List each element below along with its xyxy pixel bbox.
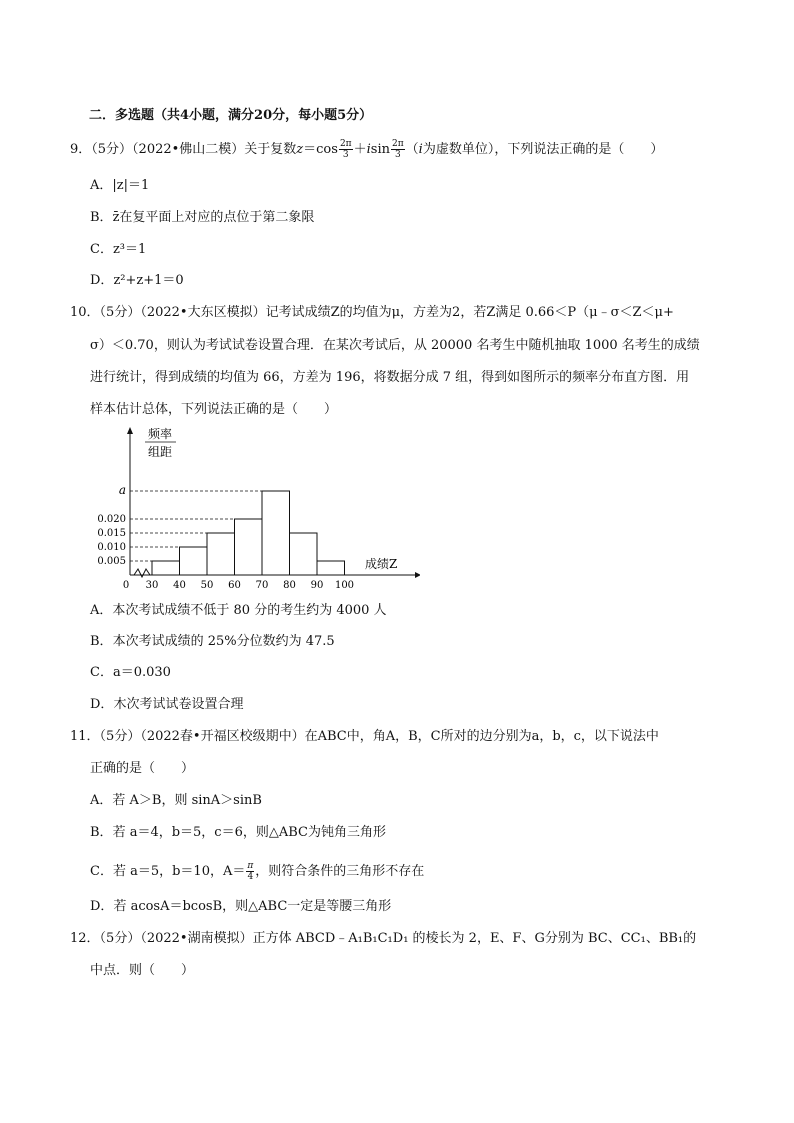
question-12-line-2: 中点．则（ ） — [90, 963, 195, 978]
histogram-bar — [290, 533, 318, 575]
option-11c: C．若 a＝5，b＝10，A＝ $\frac{\pi}{4}$ ，则符合条件的三角形不存在 — [90, 861, 425, 882]
option-9d: D．z²+z+1＝0 — [90, 273, 184, 288]
option-10c: C．a＝0.030 — [90, 665, 171, 680]
option-10a: A．本次考试成绩不低于 80 分的考生约为 4000 人 — [90, 603, 387, 618]
x-tick-label: 60 — [228, 580, 241, 591]
question-10-line-4: 样本估计总体，下列说法正确的是（ ） — [90, 402, 338, 417]
y-axis-label-denominator: 组距 — [147, 445, 173, 459]
question-10-line-2: σ）＜0.70，则认为考试试卷设置合理．在某次考试后，从 20000 名考生中随机抽取 1000 名考生的成绩 — [90, 338, 700, 353]
x-tick-label: 0 — [122, 580, 130, 591]
question-10-line-1: 10．（5分）（2022•大东区模拟）记考试成绩Z的均值为μ，方差为2，若Z满足 0.66＜P（μ﹣σ＜Z＜μ+ — [70, 305, 674, 320]
y-tick-label: 0.015 — [97, 528, 126, 539]
histogram-bar — [207, 533, 235, 575]
histogram-bar — [262, 491, 290, 575]
section-title: 二．多选题（共4小题，满分20分，每小题5分） — [89, 108, 373, 123]
x-tick-label: 90 — [310, 580, 324, 591]
x-tick-label: 40 — [173, 580, 186, 591]
x-tick-label: 70 — [255, 580, 269, 591]
fraction: $\frac{\pi}{4}$ — [247, 861, 254, 882]
question-12-line-1: 12．（5分）（2022•湖南模拟）正方体 ABCD﹣A₁B₁C₁D₁ 的棱长为 2，E、F、G分别为 BC、CC₁、BB₁的 — [70, 931, 697, 946]
histogram-bar — [180, 547, 208, 575]
option-11b: B．若 a＝4，b＝5，c＝6，则△ABC为钝角三角形 — [90, 825, 386, 840]
x-tick-label: 80 — [283, 580, 296, 591]
option-11a: A．若 A＞B，则 sinA＞sinB — [90, 793, 262, 808]
frequency-histogram — [90, 425, 420, 595]
histogram-bar — [152, 561, 180, 575]
y-tick-label: a — [118, 483, 126, 497]
x-tick-label: 50 — [200, 580, 214, 591]
y-tick-label: 0.005 — [97, 556, 126, 567]
option-9a: A．|z|＝1 — [90, 178, 150, 193]
y-tick-label: 0.010 — [97, 542, 126, 553]
option-9c: C．z³＝1 — [90, 242, 147, 257]
fraction: $\frac{2\pi}{3}$ — [339, 139, 352, 160]
histogram-bar — [235, 519, 263, 575]
y-axis-label-numerator: 频率 — [147, 427, 173, 441]
option-10d: D．木次考试试卷设置合理 — [90, 697, 244, 712]
fraction: $\frac{2\pi}{3}$ — [391, 139, 404, 160]
question-9-stem: 9．（5分）（2022•佛山二模）关于复数z＝cos $\frac{2\pi}{3}$ ＋isin $\frac{2\pi}{3}$ （i为虚数单位），下列说法正确的是（ ） — [70, 139, 664, 160]
question-11-line-1: 11．（5分）（2022春•开福区校级期中）在ABC中，角A，B，C所对的边分别为a，b，c，以下说法中 — [70, 729, 659, 744]
option-9b: B．z̄在复平面上对应的点位于第二象限 — [90, 210, 315, 225]
x-tick-label: 30 — [145, 580, 159, 591]
histogram-bar — [317, 561, 345, 575]
axis-break — [134, 569, 150, 577]
y-tick-label: 0.020 — [97, 514, 126, 525]
x-tick-label: 100 — [334, 580, 355, 591]
question-11-line-2: 正确的是（ ） — [90, 761, 195, 776]
question-10-line-3: 进行统计，得到成绩的均值为 66，方差为 196，将数据分成 7 组，得到如图所示的频率分布直方图．用 — [90, 370, 690, 385]
y-axis-arrow — [127, 427, 133, 434]
x-axis-arrow — [415, 572, 420, 578]
x-axis-label: 成绩Z — [365, 557, 398, 571]
option-10b: B．本次考试成绩的 25%分位数约为 47.5 — [90, 634, 335, 649]
option-11d: D．若 acosA＝bcosB，则△ABC一定是等腰三角形 — [90, 899, 392, 914]
